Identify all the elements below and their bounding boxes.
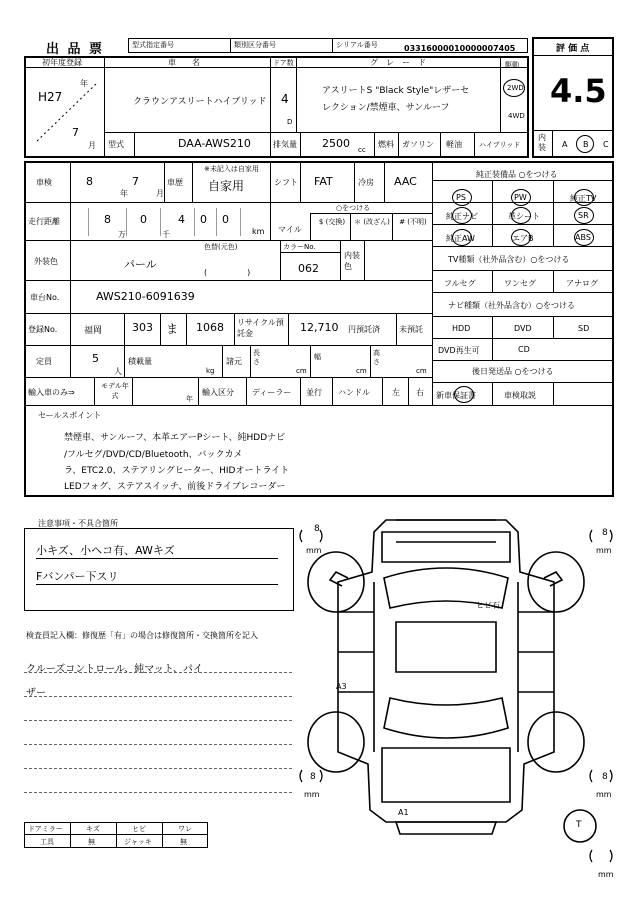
length-label: 長さ [253,349,260,366]
note-line: 小キズ、小ヘコ有、AWキズ [36,544,175,557]
shift-label: シフト [274,178,298,187]
ac-value: AAC [394,175,417,188]
height-unit: cm [416,367,427,375]
model-label: 型式 [108,140,124,149]
import-dealer: ディーラー [252,388,292,397]
mileage-man: 万 [118,230,126,239]
interior-option-c: C [603,140,609,149]
first-reg-year-unit: 年 [80,79,88,88]
dims-label: 諸元 [226,357,242,366]
mileage-mark-note: ○をつける [336,204,371,212]
interior-label: 内 装 [538,133,546,152]
length-unit: cm [296,367,307,375]
mileage-sen: 千 [162,230,170,239]
mileage-label: 走行距離 [28,217,60,226]
legend-value-tool: 工具 [40,838,54,846]
mileage-digit-4: 0 [200,213,207,226]
load-unit: kg [206,367,215,375]
color-no-value: 062 [298,262,319,275]
inspection-year: 8 [86,175,93,188]
inspection-year-unit: 年 [120,189,128,198]
legend-value-jack: ジャッキ [124,838,152,846]
score-value: 4.5 [550,72,607,110]
equip-airbag: エアB [512,234,534,243]
inspector-line: ザー [26,688,46,699]
equip-circle [574,189,594,206]
import-type-label: 輸入区分 [202,388,234,397]
registration-class: 303 [132,321,153,334]
tv-oneseg: ワンセグ [504,279,536,288]
capacity-unit: 人 [114,367,122,376]
recycle-other: 未預託 [399,325,423,334]
fuel-label: 燃料 [378,140,394,149]
capacity-value: 5 [92,352,99,365]
tv-fullseg: フルセグ [444,279,476,288]
class-code-label: 類別区分番号 [234,41,276,49]
equip-circle [452,229,472,246]
legend-header-crack: ヒビ [132,825,146,833]
legend-value-none2: 無 [180,838,187,846]
drive-label: 駆動 [505,61,519,69]
tread-unit: mm [306,546,322,555]
tread-fr: 8 [602,528,608,538]
equip-aw: 純正AW [446,234,475,243]
inspection-month-unit: 月 [156,189,164,198]
nav-cd: CD [518,345,530,354]
legend-header-mirror: ドアミラー [28,825,63,833]
tv-analog: アナログ [566,279,598,288]
car-name-value: クラウンアスリートハイブリッド [133,97,267,107]
note-line: Fバンパー下スリ [36,570,119,583]
capacity-label: 定員 [36,357,52,366]
usage-value: 自家用 [208,179,245,193]
inspection-month: 7 [132,175,139,188]
doors-label: ドア数 [273,59,294,67]
first-reg-label: 初年度登録 [42,58,82,67]
nav-title: ナビ種類（社外品含む）○をつける [448,301,575,310]
inspector-title: 検査員記入欄：修復歴「有」の場合は修復箇所・交換箇所を記入 [26,631,258,640]
registration-label: 登録No. [28,325,58,334]
first-reg-diagonal [30,78,102,148]
displacement-value: 2500 [322,137,350,150]
tread-unit: mm [304,790,320,799]
width-label: 幅 [314,353,321,361]
tv-title: TV種類（社外品含む）○をつける [448,255,570,264]
mileage-digit-3: 4 [178,213,185,226]
interior-color-label: 内装 色 [344,251,360,271]
usage-label: 車歴 [167,178,183,187]
tread-rr: 8 [602,772,608,782]
chassis-label: 車台No. [30,293,60,302]
drive-4wd: 4WD [508,112,525,120]
legend-header-scratch: キズ [86,825,100,833]
delivery-title: 後日発送品 ○をつける [472,367,554,376]
registration-number: 1068 [196,321,224,334]
legend-value-none: 無 [88,838,95,846]
first-reg-month: 7 [72,126,79,139]
grade-label: グ レ ー ド [370,58,426,67]
tread-unit: mm [596,790,612,799]
import-handle: ハンドル [338,388,370,397]
sales-point-title: セールスポイント [38,411,102,420]
exterior-color-paren: ( ) [204,268,251,277]
serial-value: 03316000010000007405 [404,44,516,53]
equip-sr: SR [578,211,589,220]
sales-point-line: 禁煙車、サンルーフ、本革エアーPシート、純HDDナビ [64,433,286,443]
equip-leather: 革シート [508,212,540,221]
mileage-mile: マイル [278,225,302,234]
car-damage-diagram [296,512,640,904]
tread-fl: 8 [314,524,320,534]
tread-unit: mm [598,870,614,879]
recycle-value: 12,710 [300,321,339,334]
interior-selected-circle [576,135,594,153]
mileage-unit: km [252,227,265,236]
equip-abs: ABS [575,233,591,242]
grade-line2: レクション/禁煙車、サンルーフ [322,103,450,113]
nav-dvd: DVD [514,324,532,333]
import-label: 輸入車のみ⇒ [28,388,75,397]
model-value: DAA-AWS210 [178,137,251,150]
fuel-gasoline: ガソリン [402,140,434,149]
exterior-color-value: パール [124,258,157,271]
mileage-option-unknown: # (不明) [399,218,427,226]
spare-tire-label: T [576,820,582,830]
equip-navi: 純正ナビ [446,212,478,221]
notes-title: 注意事項・不具合箇所 [38,519,118,528]
doors-suffix: D [287,118,293,126]
import-model-year: モデル年式 [101,382,129,400]
equip-tv: 純正TV [570,194,597,203]
interior-option-a: A [562,140,568,149]
delivery-manual: 車検取説 [504,391,536,400]
exterior-color-header: 色替(元色) [204,243,238,251]
registration-kana: ま [166,322,179,336]
delivery-warranty: 新車保証書 [436,391,476,400]
first-reg-month-unit: 月 [88,141,96,150]
import-left: 左 [392,388,400,397]
import-year-unit: 年 [186,395,193,403]
mileage-digit-2: 0 [140,213,147,226]
grade-line1: アスリートS "Black Style"レザーセ [322,86,470,96]
serial-label: シリアル番号 [336,41,378,49]
type-code-label: 型式指定番号 [132,41,174,49]
damage-mark-a3: A3 [336,682,347,691]
displacement-unit: cc [358,146,366,154]
equip-circle [511,229,531,246]
damage-mark-a1: A1 [398,808,409,817]
width-unit: cm [356,367,367,375]
registration-area: 福岡 [84,326,103,336]
sales-point-line: /フルセグ/DVD/CD/Bluetooth、バックカメ [64,450,243,460]
drive-selected-circle [503,79,525,97]
sales-point-line: ラ、ETC2.0、ステアリングヒーター、HIDオートライト [64,466,290,476]
recycle-unit: 円預託済 [348,325,380,334]
mileage-option-exchange: $ (交換) [318,218,346,226]
tread-unit: mm [596,546,612,555]
equip-circle [574,229,594,246]
mileage-option-tampered: ＊ (改ざん) [354,218,390,226]
fuel-diesel: 軽油 [446,140,462,149]
sales-point-line: LEDフォグ、ステアスイッチ、前後ドライブレコーダー [64,482,286,492]
car-name-label: 車 名 [168,58,200,67]
load-label: 積載量 [128,357,152,366]
interior-option-b: B [583,140,589,149]
damage-mark-windshield: ヒビ石 [476,601,500,610]
drive-2wd: 2WD [507,84,524,92]
delivery-circle [454,386,474,403]
ac-label: 冷房 [358,178,374,187]
mileage-digit-5: 0 [222,213,229,226]
equip-pw: PW [514,193,527,202]
mileage-digit-1: 8 [104,213,111,226]
equip-circle [574,207,594,224]
tread-rl: 8 [310,772,316,782]
standard-equipment-title: 純正装備品 ○をつける [476,170,558,179]
form-title: 出 品 票 [46,42,105,57]
height-label: 高さ [373,349,380,366]
equip-ps: PS [456,193,466,202]
recycle-label: リサイクル預託金 [237,318,284,338]
displacement-label: 排気量 [273,140,297,149]
nav-sd: SD [578,324,590,333]
chassis-value: AWS210-6091639 [96,290,195,303]
nav-hdd: HDD [452,324,471,333]
inspection-label: 車検 [36,178,52,187]
fuel-hybrid: ハイブリッド [479,141,521,149]
exterior-color-label: 外装色 [34,257,58,266]
inspector-line: クルーズコントロール、純マット、パイ [26,664,203,675]
equip-circle [511,189,531,206]
legend-header-break: ワレ [178,825,192,833]
color-no-label: カラーNo. [283,243,316,251]
first-reg-era-year: H27 [38,90,63,104]
nav-dvd-play: DVD再生可 [438,346,480,355]
import-right: 右 [416,388,424,397]
doors-value: 4 [281,92,289,106]
score-label: 評 価 点 [556,44,590,54]
equip-circle [511,207,531,224]
equip-circle [452,189,472,206]
usage-note: ※未記入は自家用 [204,165,259,173]
import-parallel: 並行 [306,388,322,397]
equip-circle [452,207,472,224]
shift-value: FAT [314,175,333,188]
